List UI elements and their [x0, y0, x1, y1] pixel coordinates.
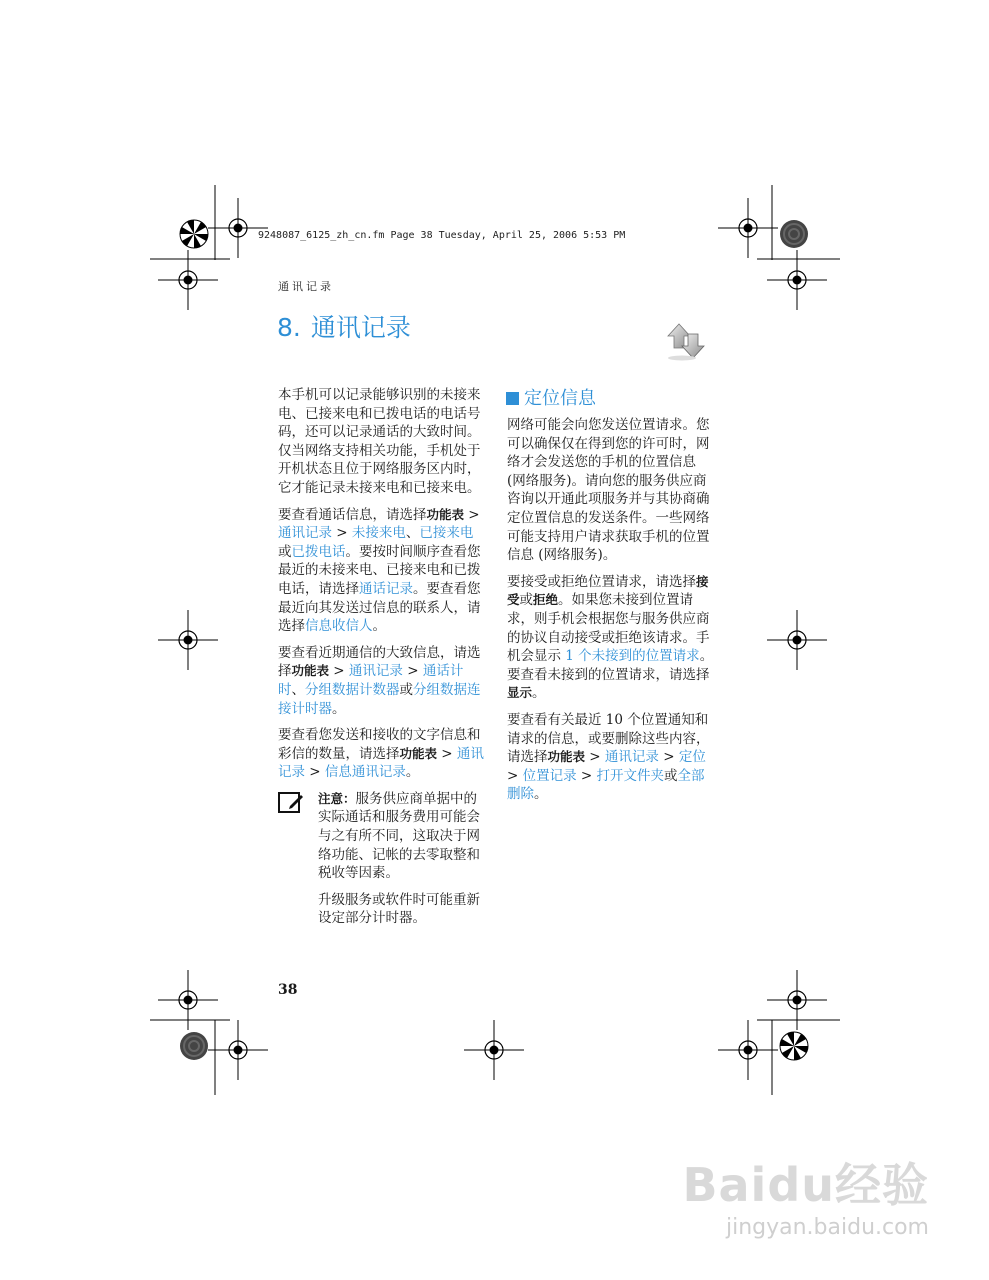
registration-mark-icon: [208, 1020, 268, 1080]
starburst-target-icon: [180, 1032, 208, 1060]
call-info-paragraph: 要查看通话信息，请选择功能表 > 通讯记录 > 未接来电、已接来电或已拨电话。要按时间顺序查看您最近的未接来电、已接来电和已拨电话，请选择通话记录。要查看您最近向其发送过信息的联系人，请选择信息收信人。: [278, 506, 481, 635]
watermark: [682, 1149, 929, 1240]
recent-comm-paragraph: 要查看近期通信的大致信息，请选择功能表 > 通讯记录 > 通话计时、分组数据计数器或分组数据连接计时器。: [278, 644, 481, 717]
location-intro-paragraph: 网络可能会向您发送位置请求。您可以确保仅在得到您的许可时，网络才会发送您的手机的位置信息 (网络服务)。请向您的服务供应商咨询以开通此项服务并与其协商确定位置信息的发送条件。一些网络可能支持用户请求获取手机的位置信息 (网络服务)。: [507, 417, 710, 564]
page-number: 38: [278, 982, 298, 998]
registration-mark-icon: [718, 198, 778, 258]
chapter-title-text: 通讯记录: [310, 313, 411, 342]
watermark-logo: Baidu经验: [682, 1158, 929, 1212]
location-log-paragraph: 要查看有关最近 10 个位置通知和请求的信息，或要删除这些内容，请选择功能表 > 通讯记录 > 定位 > 位置记录 > 打开文件夹或全部删除。: [507, 711, 710, 803]
chapter-number: 8.: [277, 313, 301, 342]
registration-mark-icon: [158, 610, 218, 670]
registration-mark-icon: [718, 1020, 778, 1080]
note-text-2: 升级服务或软件时可能重新设定部分计时器。: [318, 891, 480, 927]
intro-paragraph: 本手机可以记录能够识别的未接来电、已接来电和已拨电话的电话号码，还可以记录通话的大致时间。仅当网络支持相关功能，手机处于开机状态且位于网络服务区内时，它才能记录未接来电和已接来电。: [278, 387, 481, 496]
registration-mark-icon: [158, 970, 218, 1030]
registration-mark-icon: [208, 198, 268, 258]
section-heading: 定位信息: [506, 384, 596, 410]
starburst-target-icon: [180, 220, 208, 248]
registration-mark-icon: [767, 970, 827, 1030]
watermark-url: jingyan.baidu.com: [725, 1215, 929, 1240]
starburst-target-icon: [780, 1032, 808, 1060]
registration-mark-icon: [464, 1020, 524, 1080]
message-count-paragraph: 要查看您发送和接收的文字信息和彩信的数量，请选择功能表 > 通讯记录 > 信息通讯记录。: [278, 727, 484, 781]
location-accept-paragraph: 要接受或拒绝位置请求，请选择接受或拒绝。如果您未接到位置请求，则手机会根据您与服务供应商的协议自动接受或拒绝该请求。手机会显示 1 个未接到的位置请求。要查看未接到的位置请求，请选择显示。: [507, 573, 714, 702]
file-slug: 9248087_6125_zh_cn.fm Page 38 Tuesday, April 25, 2006 5:53 PM: [258, 230, 626, 241]
registration-mark-icon: [767, 610, 827, 670]
note-text: 注意：服务供应商单据中的实际通话和服务费用可能会与之有所不同，这取决于网络功能、记帐的去零取整和税收等因素。: [318, 790, 480, 882]
running-header: 通讯记录: [278, 280, 334, 293]
starburst-target-icon: [780, 220, 808, 248]
